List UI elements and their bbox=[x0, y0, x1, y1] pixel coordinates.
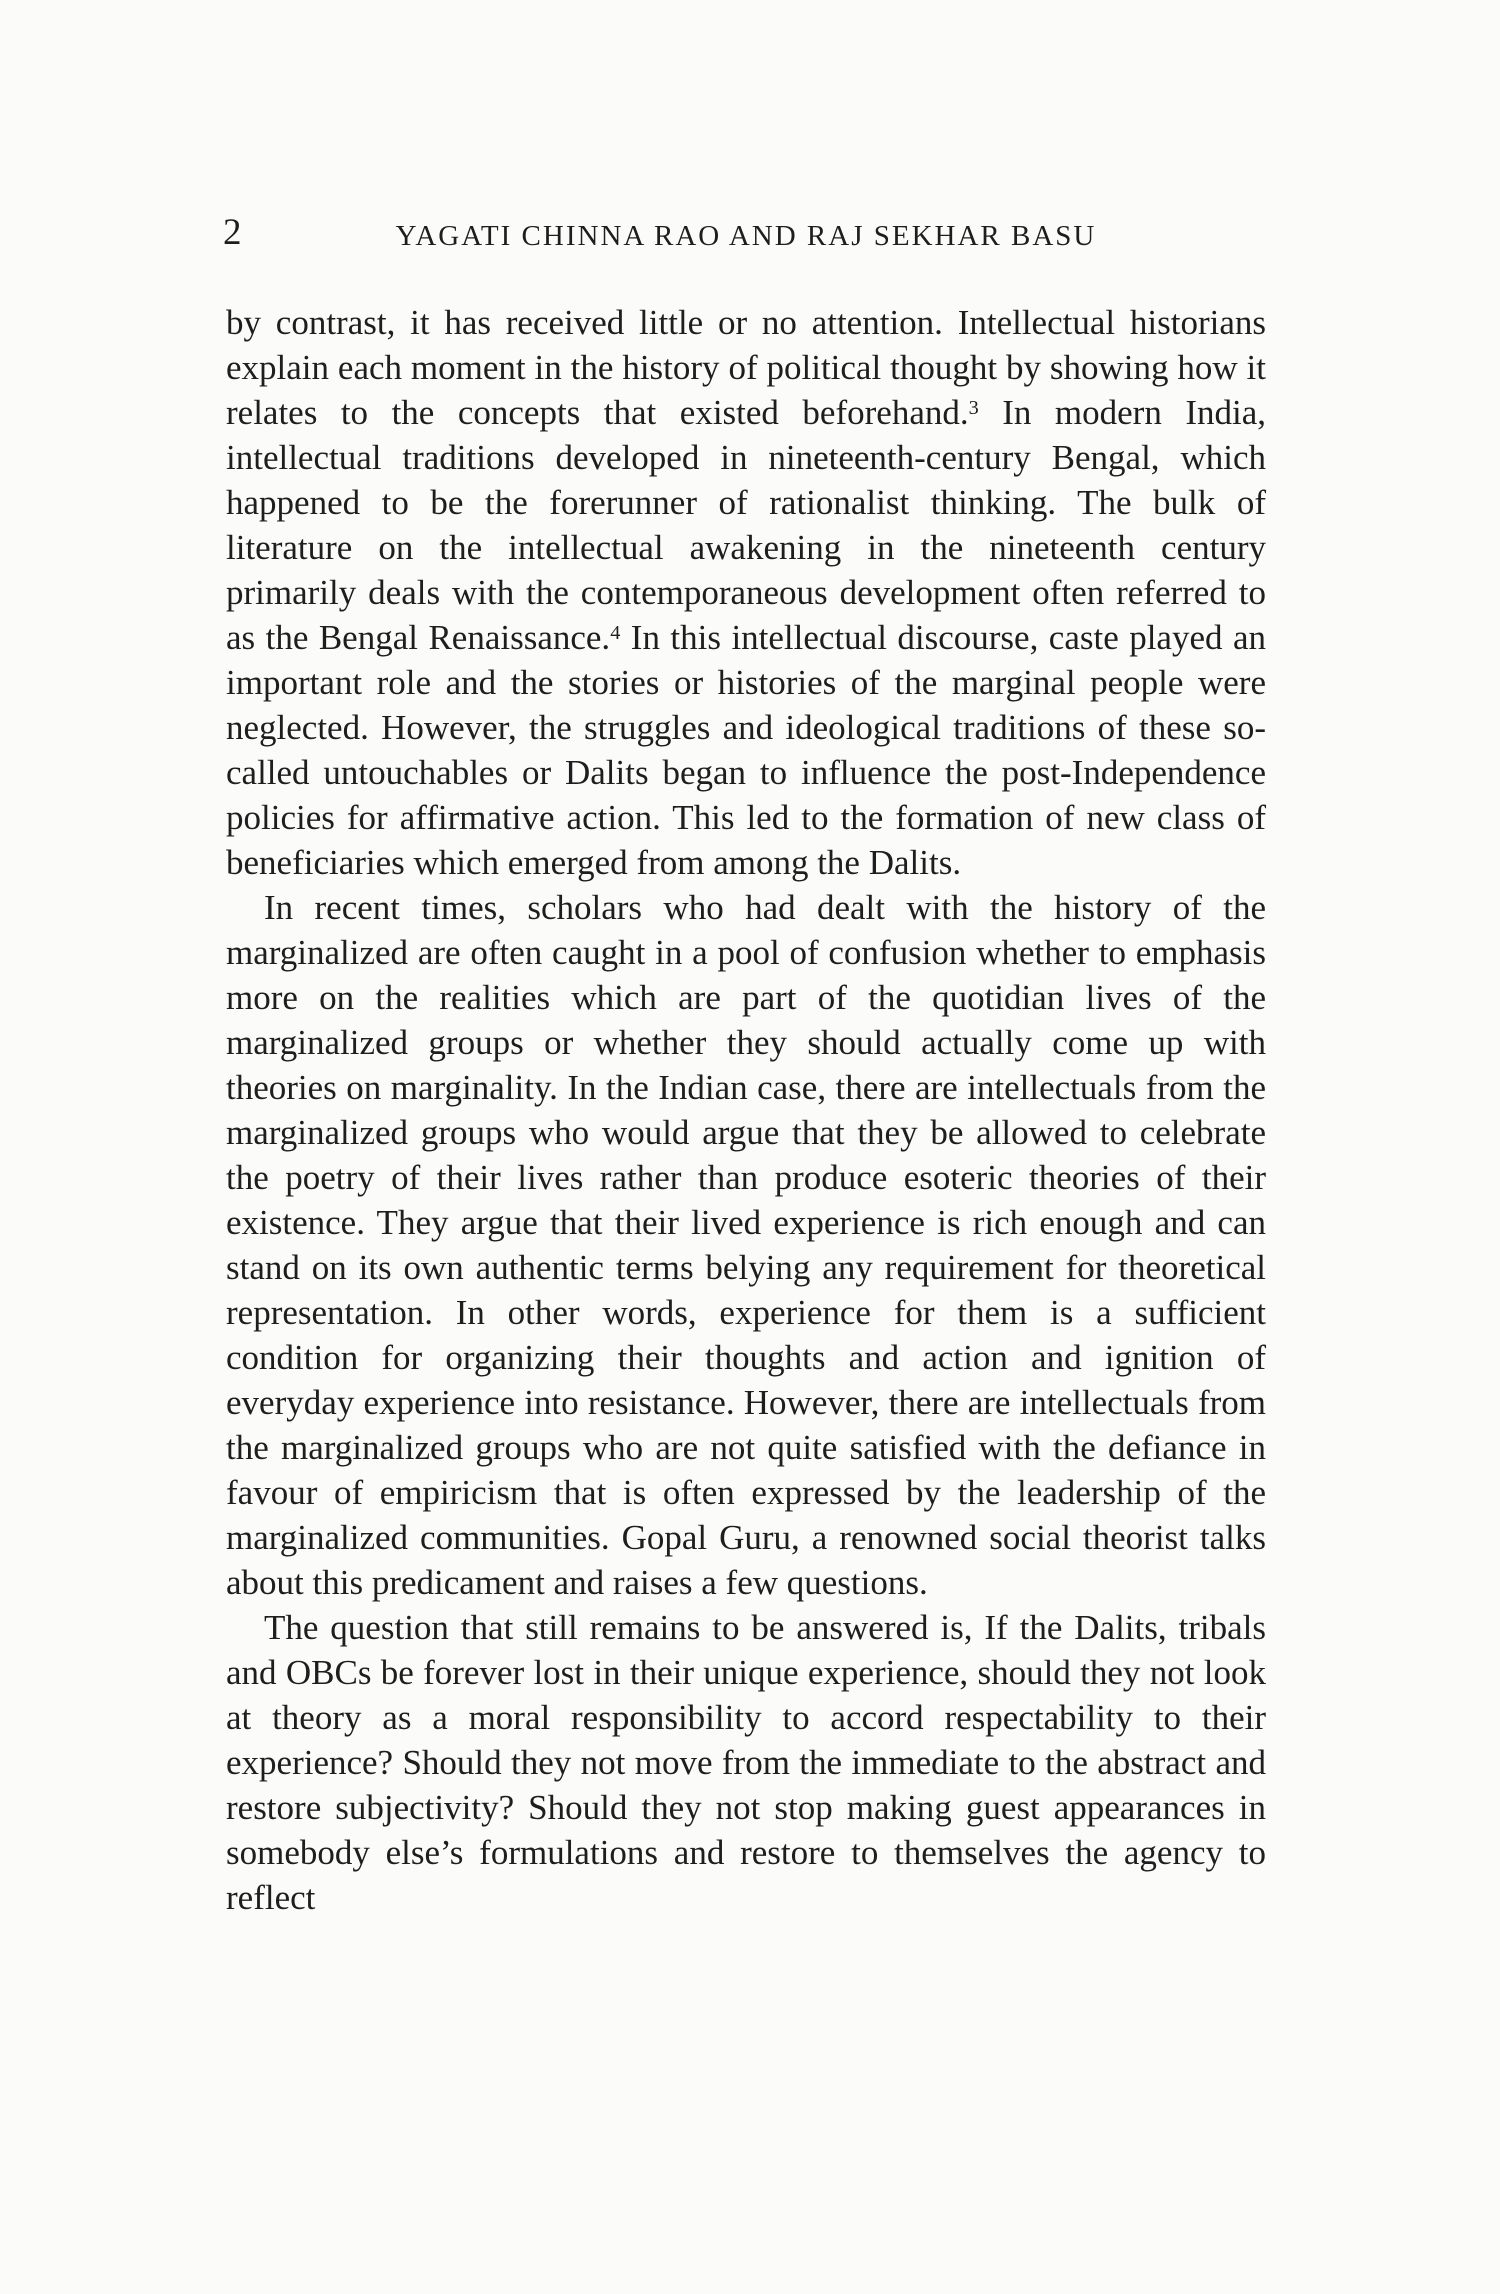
paragraph-1-text-b: In modern India, intellectual traditions developed in nineteenth-century Bengal, which happened to be the forerunner of rationalist thinking. The bulk of literature on the intellectual awakening in the nineteenth century primarily deals with the contemporaneous development often referred to as the Bengal Renaissance. bbox=[226, 393, 1267, 657]
paragraph-3-text: The question that still remains to be answered is, If the Dalits, tribals and OBCs be forever lost in their unique experience, should they not look at theory as a moral responsibility to accord respectability to their experience? Should they not move from the immediate to the abstract and restore subjectivity? Should they not stop making guest appearances in somebody else’s formulations and restore to themselves the agency to reflect bbox=[226, 1608, 1266, 1917]
body-text bbox=[226, 300, 1266, 1920]
footnote-ref-4: 4 bbox=[610, 622, 621, 645]
running-header: YAGATI CHINNA RAO AND RAJ SEKHAR BASU bbox=[395, 220, 1097, 252]
page-number: 2 bbox=[223, 212, 242, 253]
paragraph-2 bbox=[226, 885, 1266, 1605]
paragraph-1-text-a: by contrast, it has received little or no attention. Intellectual historians explain each moment in the history of political thought by showing how it relates to the concepts that existed beforehand. bbox=[226, 303, 1266, 432]
paragraph-3 bbox=[226, 1605, 1266, 1920]
paragraph-1-text-c: In this intellectual discourse, caste played an important role and the stories or histories of the marginal people were neglected. However, the struggles and ideological traditions of these so-called untouchables or Dalits began to influence the post-Independence policies for affirmative action. This led to the formation of new class of beneficiaries which emerged from among the Dalits. bbox=[226, 618, 1266, 882]
paragraph-1 bbox=[226, 300, 1266, 885]
footnote-ref-3: 3 bbox=[968, 397, 979, 420]
paragraph-2-text: In recent times, scholars who had dealt with the history of the marginalized are often caught in a pool of confusion whether to emphasis more on the realities which are part of the quotidian lives of the marginalized groups or whether they should actually come up with theories on marginality. In the Indian case, there are intellectuals from the marginalized groups who would argue that they be allowed to celebrate the poetry of their lives rather than produce esoteric theories of their existence. They argue that their lived experience is rich enough and can stand on its own authentic terms belying any requirement for theoretical representation. In other words, experience for them is a sufficient condition for organizing their thoughts and action and ignition of everyday experience into resistance. However, there are intellectuals from the marginalized groups who are not quite satisfied with the defiance in favour of empiricism that is often expressed by the leadership of the marginalized communities. Gopal Guru, a renowned social theorist talks about this predicament and raises a few questions. bbox=[226, 888, 1266, 1602]
